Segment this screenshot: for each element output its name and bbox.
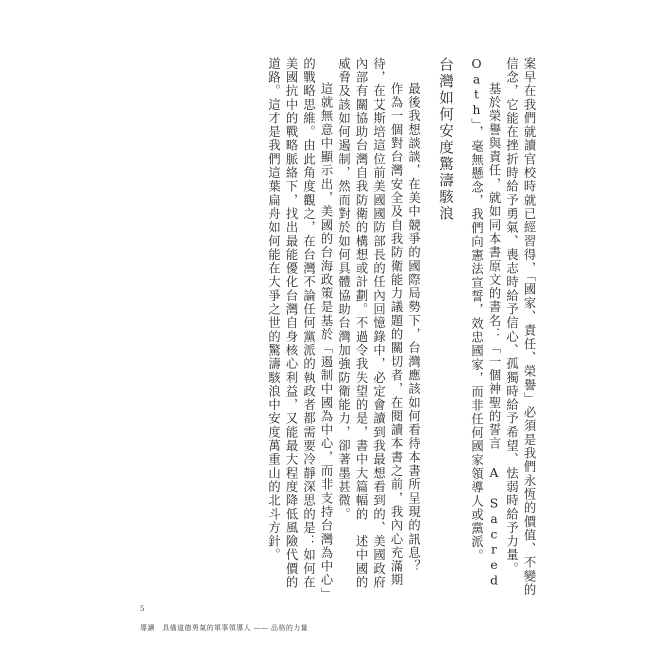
section-heading: 台灣如何安度驚濤駭浪 xyxy=(437,57,453,222)
paragraph-expectation: 作為一個對台灣安全及自我防衛能力議題的關切者，在閱讀本書之前，我內心充滿期待，在艾斯培這位前美國國防部長的任內回憶錄中，必定會讀到我最想看到的、美國政府內部有關協助台灣自我防衛的構想或計劃。不過令我失望的是，書中大篇幅的 述中國的威脅及該如何遏制，然而對於如何具體協助台灣加強防衛能力，卻著墨甚微。 xyxy=(336,57,403,590)
paragraph-values: 案早在我們就讀官校時就已經習得，「國家、責任、榮譽」必須是我們永恆的價值、不變的信念，它能在挫折時給予勇氣、喪志時給予信心、孤獨時給予希望、怯弱時給予力量。 xyxy=(504,57,536,597)
paragraph-strategy: 這就無意中顯示出，美國的台海政策是基於「遏制中國為中心，而非支持台灣為中心」的戰略思維。由此角度觀之，在台灣不論任何黨派的執政者都需要冷靜深思的是：如何在美國抗中的戰略脈絡下，找出最能優化台灣自身核心利益，又能最大程度降低風險代價的道路。這才是我們這葉扁舟如何能在大爭之世的驚濤駭浪中安度萬重山的北斗方針。 xyxy=(266,57,333,595)
page-number: 5 xyxy=(140,605,145,613)
paragraph-question: 最後我想談談，在美中競爭的國際局勢下，台灣應該如何看待本書所呈現的訊息？ xyxy=(406,81,421,573)
vertical-body-text xyxy=(132,57,537,597)
running-footer-title: 導讀 具備道德勇氣的軍事領導人 —— 品格的力量 xyxy=(140,624,309,632)
paragraph-oath: 基於榮譽與責任，就如同本書原文的書名：「一個神聖的誓言 A Sacred Oath」，毫無懸念，我們向憲法宣誓，效忠國家，而非任何國家領導人或黨派。 xyxy=(469,57,501,589)
